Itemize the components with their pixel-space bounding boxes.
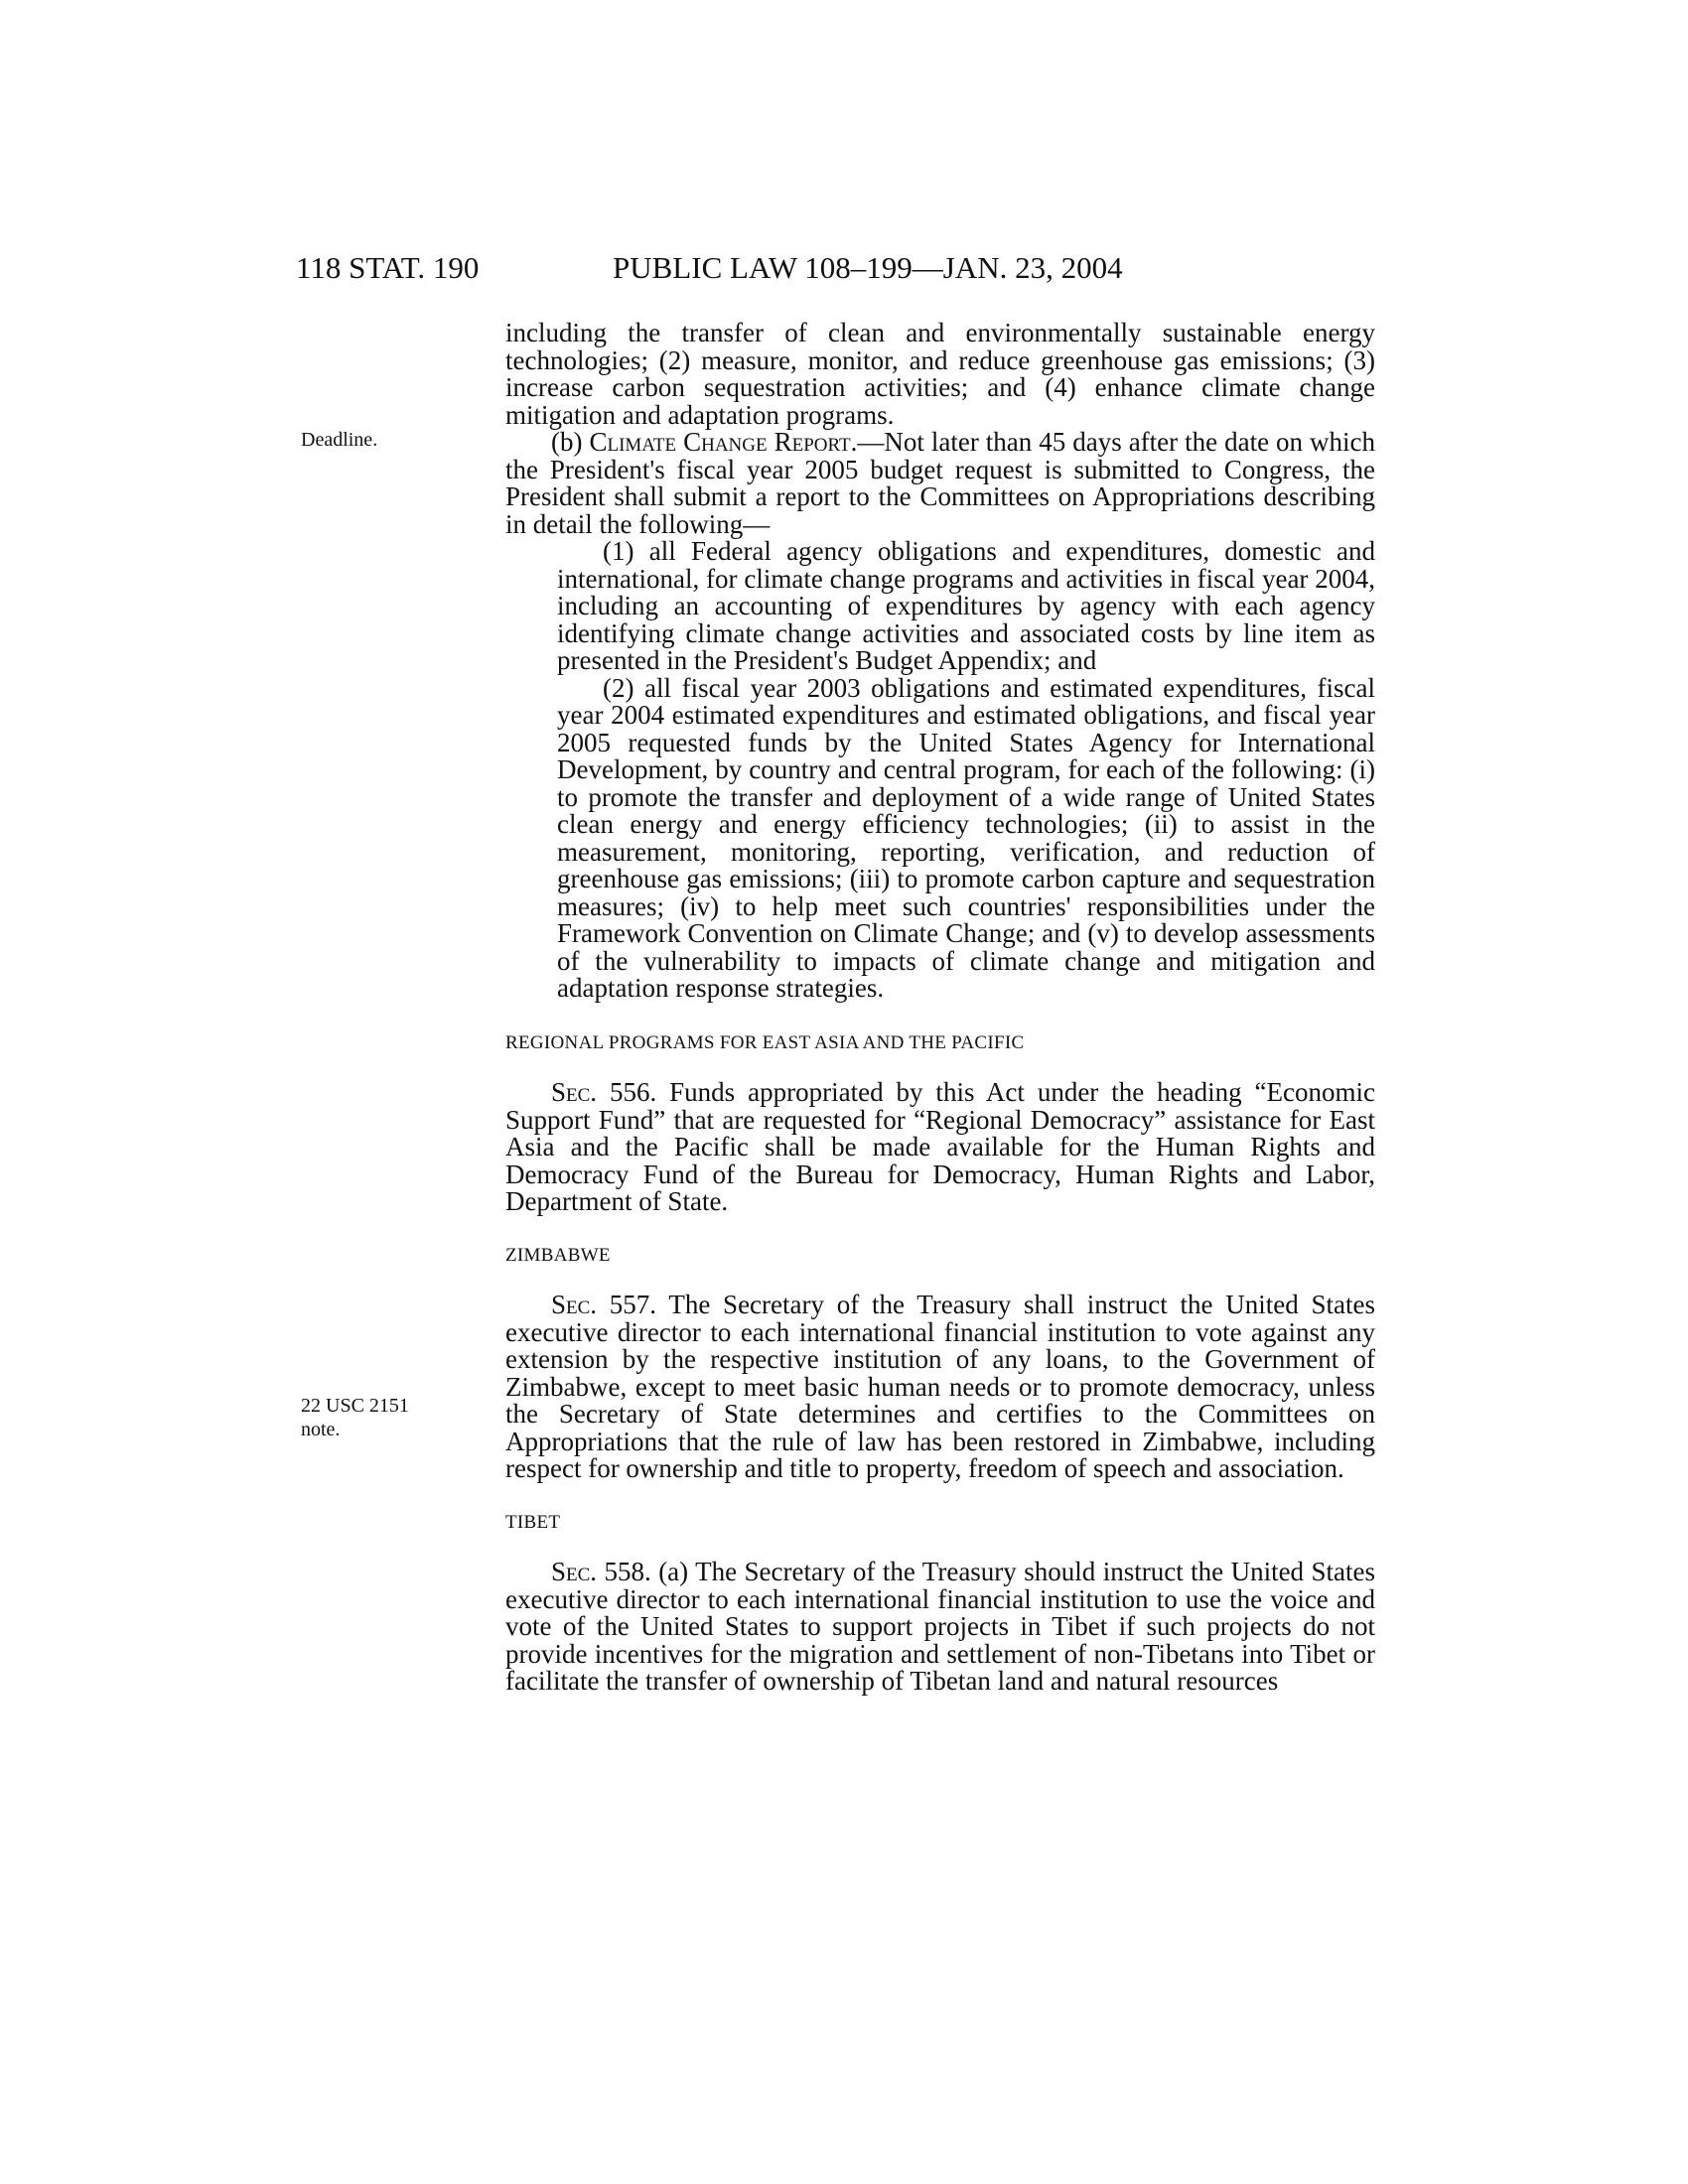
subsection-b-text: .—Not later than 45 days after the date on which the President's fiscal year 2005 budget request is submitted to Congress, the President shall submit a report to the Committees on Appropriations describing in detail the following— xyxy=(505,427,1375,539)
section-557 xyxy=(505,1292,1375,1483)
margin-note-deadline-text: Deadline. xyxy=(301,429,378,451)
public-law-title: PUBLIC LAW 108–199—JAN. 23, 2004 xyxy=(613,250,1123,285)
subsection-b-heading: Climate Change Report xyxy=(589,427,851,457)
subsection-b-label: (b) xyxy=(551,427,583,457)
section-heading-zimbabwe: ZIMBABWE xyxy=(505,1244,611,1266)
section-556 xyxy=(505,1079,1375,1216)
section-heading-tibet: TIBET xyxy=(505,1511,561,1533)
section-558 xyxy=(505,1559,1375,1696)
sec-556-label: Sec xyxy=(551,1077,591,1107)
sec-556-text: . 556. Funds appropriated by this Act under the heading “Economic Support Fund” that are requested for “Regional Democracy” assistance for East Asia and the Pacific shall be made available for the Human Rights and Democracy Fund of the Bureau for Democracy, Human Rights and Labor, Department of State. xyxy=(505,1077,1375,1216)
sec-558-text: . 558. (a) The Secretary of the Treasury should instruct the United States executive director to each international financial institution to use the voice and vote of the United States to support projects in Tibet if such projects do not provide incentives for the migration and settlement of non-Tibetans into Tibet or facilitate the transfer of ownership of Tibetan land and natural resources xyxy=(505,1557,1375,1696)
margin-note-usc-line2: note. xyxy=(301,1419,341,1440)
subsection-b xyxy=(505,429,1375,538)
section-heading-east-asia: REGIONAL PROGRAMS FOR EAST ASIA AND THE PACIFIC xyxy=(505,1031,1025,1053)
margin-note-usc-line1: 22 USC 2151 xyxy=(301,1395,409,1417)
margin-note-deadline xyxy=(301,428,490,452)
document-body xyxy=(505,320,1375,1696)
sec-558-label: Sec xyxy=(551,1557,591,1586)
page-header xyxy=(0,250,1688,290)
sec-557-label: Sec xyxy=(551,1290,591,1319)
sec-557-text: . 557. The Secretary of the Treasury shall instruct the United States executive director to each international financial institution to vote against any extension by the respective institution of any loans, to the Government of Zimbabwe, except to meet basic human needs or to promote democracy, unless the Secretary of State determines and certifies to the Committees on Appropriations that the rule of law has been restored in Zimbabwe, including respect for ownership and title to property, freedom of speech and association. xyxy=(505,1290,1375,1483)
statute-page-number: 118 STAT. 190 xyxy=(296,250,480,285)
paragraph-item-2: (2) all fiscal year 2003 obligations and estimated expenditures, fiscal year 2004 estimated expenditures and estimated obligations, and fiscal year 2005 requested funds by the United States Agency for International Development, by country and central program, for each of the following: (i) to promote the transfer and deployment of a wide range of United States clean energy and energy efficiency technologies; (ii) to assist in the measurement, monitoring, reporting, verification, and reduction of greenhouse gas emissions; (iii) to promote carbon capture and sequestration measures; (iv) to help meet such countries' responsibilities under the Framework Convention on Climate Change; and (v) to develop assessments of the vulnerability to impacts of climate change and mitigation and adaptation response strategies. xyxy=(557,672,1375,1003)
continuation-paragraph: including the transfer of clean and environmentally sustainable energy technologies; (2) measure, monitor, and reduce greenhouse gas emissions; (3) increase carbon sequestration activities; and (4) enhance climate change mitigation and adaptation programs. xyxy=(505,318,1375,430)
paragraph-item-1: (1) all Federal agency obligations and expenditures, domestic and international, for climate change programs and activities in fiscal year 2004, including an accounting of expenditures by agency with each agency identifying climate change activities and associated costs by line item as presented in the President's Budget Appendix; and xyxy=(557,536,1375,675)
margin-note-usc xyxy=(301,1394,490,1441)
